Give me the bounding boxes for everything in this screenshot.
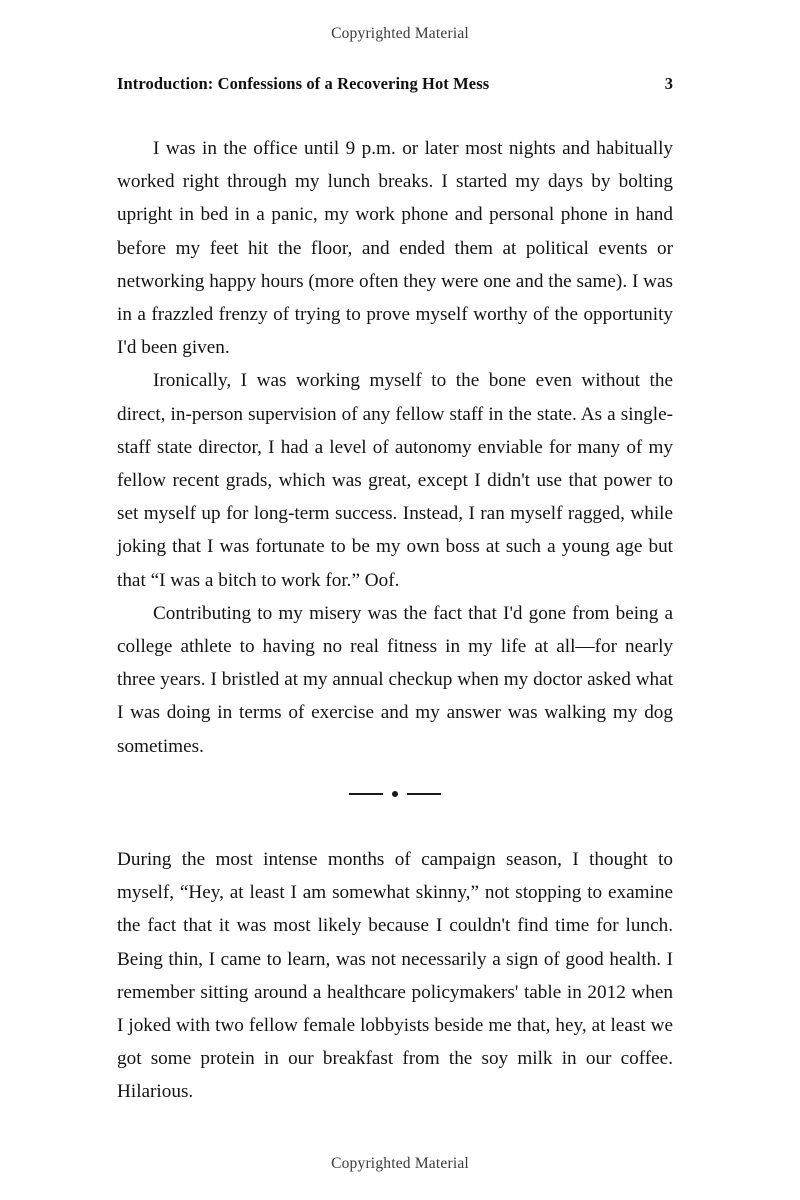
divider-dot-icon [392, 791, 398, 797]
copyright-watermark-bottom: Copyrighted Material [331, 1155, 469, 1172]
paragraph: I was in the office until 9 p.m. or later most nights and habitually worked right through my lunch breaks. I started my days by bolting upright in bed in a panic, my work phone and personal phone in hand before my feet hit the floor, and ended them at political events or networking happy hours (more often they were one and the same). I was in a frazzled frenzy of trying to prove myself worthy of the opportunity I'd been given. [117, 138, 673, 359]
paragraph: Ironically, I was working myself to the bone even without the direct, in-person supervision of any fellow staff in the state. As a single-staff state director, I had a level of autonomy enviable for many of my fellow recent grads, which was great, except I didn't use that power to set myself up for long-term success. Instead, I ran myself ragged, while joking that I was fortunate to be my own boss at such a young age but that “I was a bitch to work for.” Oof. [117, 370, 673, 591]
divider-rule-right [407, 793, 441, 795]
paragraph: During the most intense months of campaign season, I thought to myself, “Hey, at least I am somewhat skinny,” not stopping to examine the fact that it was most likely because I couldn't find time for lunch. Being thin, I came to learn, was not necessarily a sign of good health. I remember sitting around a healthcare policymakers' table in 2012 when I joked with two fellow female lobbyists beside me that, hey, at least we got some protein in our breakfast from the soy milk in our coffee. Hilarious. [117, 849, 673, 1103]
body-text-block [117, 132, 673, 763]
body-text-block-second [117, 843, 673, 1109]
paragraph: Contributing to my misery was the fact that I'd gone from being a college athlete to having no real fitness in my life at all—for nearly three years. I bristled at my annual checkup when my doctor asked what I was doing in terms of exercise and my answer was walking my dog sometimes. [117, 602, 673, 757]
section-divider-ornament [117, 778, 673, 810]
running-head [117, 74, 673, 94]
page-number: 3 [664, 74, 673, 93]
divider-rule-left [349, 793, 383, 795]
running-head-title: Introduction: Confessions of a Recovering Hot Mess [117, 74, 490, 93]
copyright-watermark-top: Copyrighted Material [331, 25, 469, 42]
